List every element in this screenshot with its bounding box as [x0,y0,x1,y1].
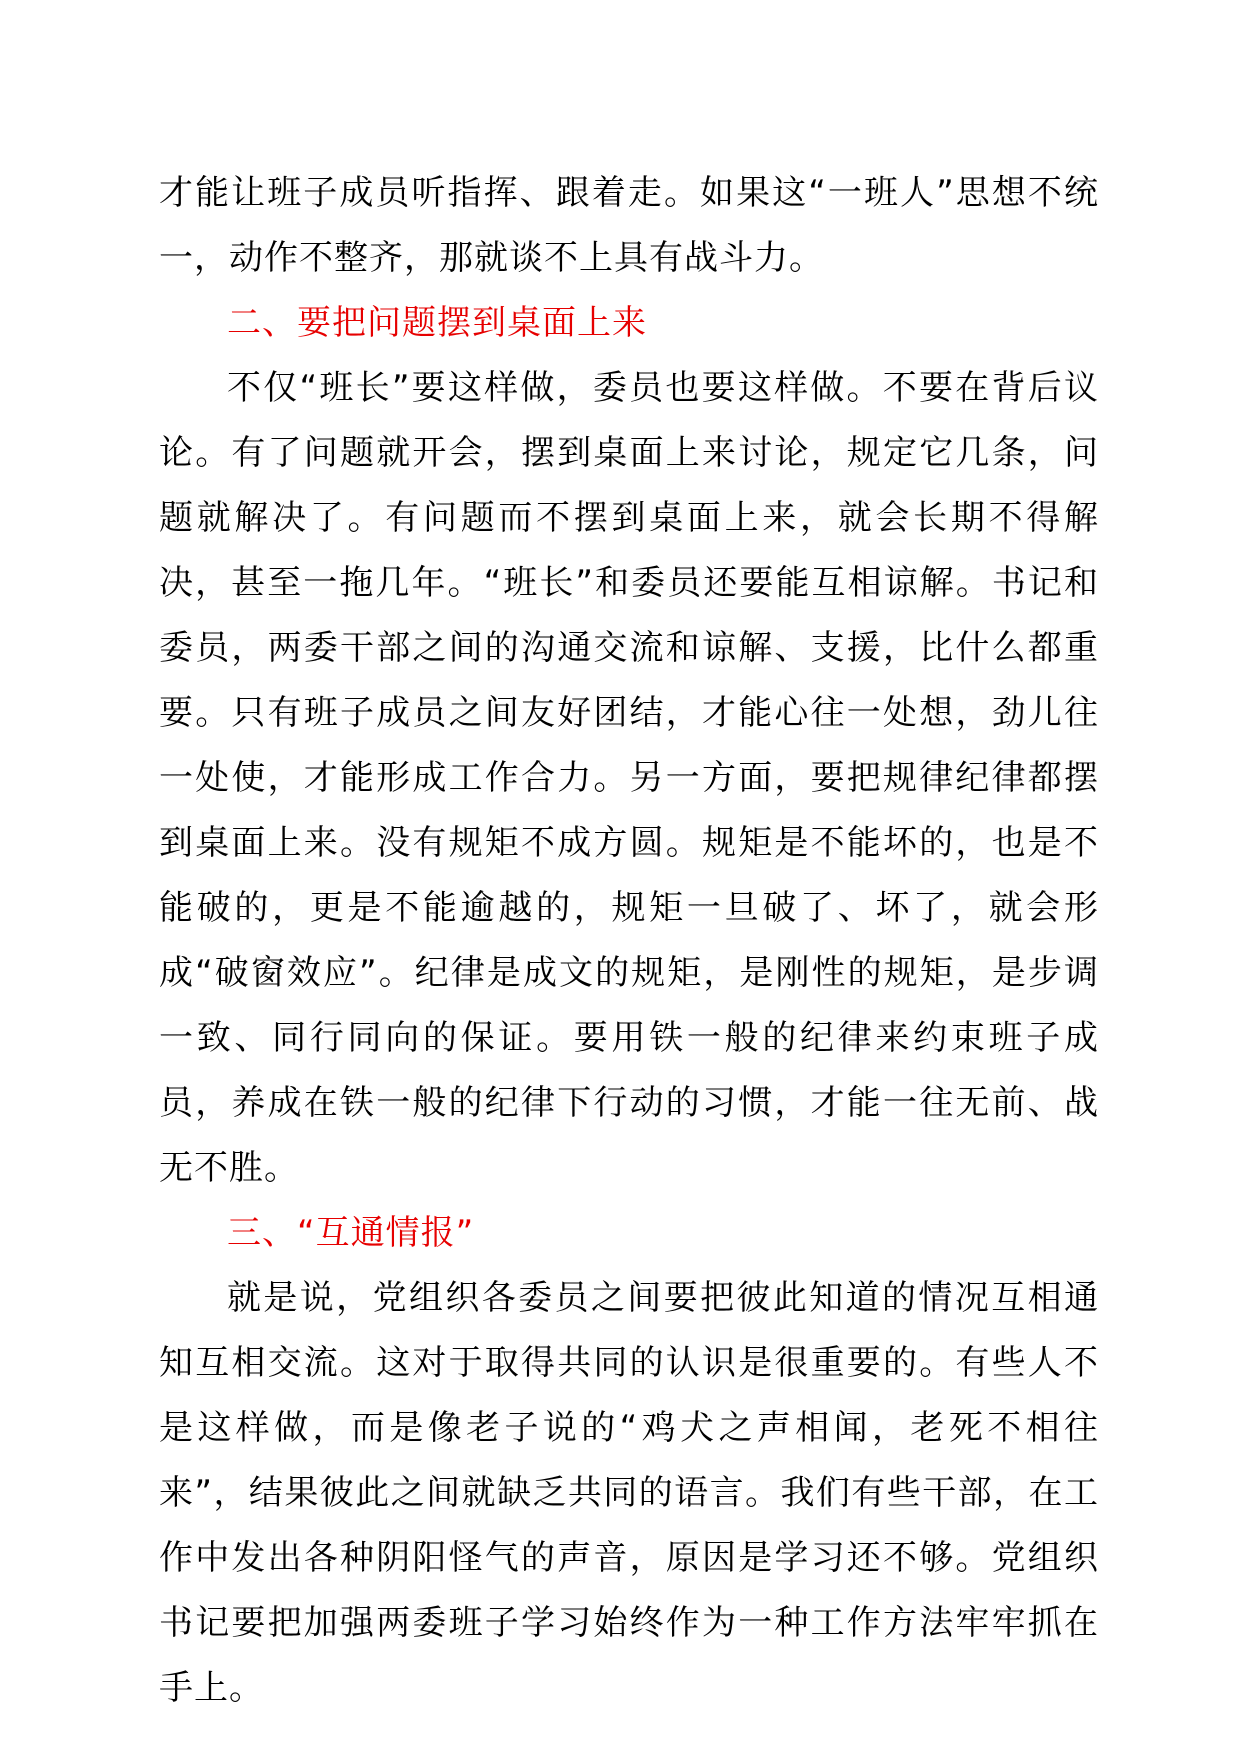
paragraph-section-3: 就是说，党组织各委员之间要把彼此知道的情况互相通知互相交流。这对于取得共同的认识是很重要的。有些人不是这样做，而是像老子说的“鸡犬之声相闻，老死不相往来”，结果彼此之间就缺乏共同的语言。我们有些干部，在工作中发出各种阴阳怪气的声音，原因是学习还不够。党组织书记要把加强两委班子学习始终作为一种工作方法牢牢抓在手上。 [159,1278,1099,1708]
document-body [159,161,1099,1721]
section-heading-3: 三、“互通情报” [227,1213,475,1253]
section-heading-2: 二、要把问题摆到桌面上来 [227,303,647,343]
paragraph-section-2: 不仅“班长”要这样做，委员也要这样做。不要在背后议论。有了问题就开会，摆到桌面上来讨论，规定它几条，问题就解决了。有问题而不摆到桌面上来，就会长期不得解决，甚至一拖几年。“班长”和委员还要能互相谅解。书记和委员，两委干部之间的沟通交流和谅解、支援，比什么都重要。只有班子成员之间友好团结，才能心往一处想，劲儿往一处使，才能形成工作合力。另一方面，要把规律纪律都摆到桌面上来。没有规矩不成方圆。规矩是不能坏的，也是不能破的，更是不能逾越的，规矩一旦破了、坏了，就会形成“破窗效应”。纪律是成文的规矩，是刚性的规矩，是步调一致、同行同向的保证。要用铁一般的纪律来约束班子成员，养成在铁一般的纪律下行动的习惯，才能一往无前、战无不胜。 [159,368,1099,1188]
paragraph-continued: 才能让班子成员听指挥、跟着走。如果这“一班人”思想不统一，动作不整齐，那就谈不上具有战斗力。 [159,173,1099,278]
